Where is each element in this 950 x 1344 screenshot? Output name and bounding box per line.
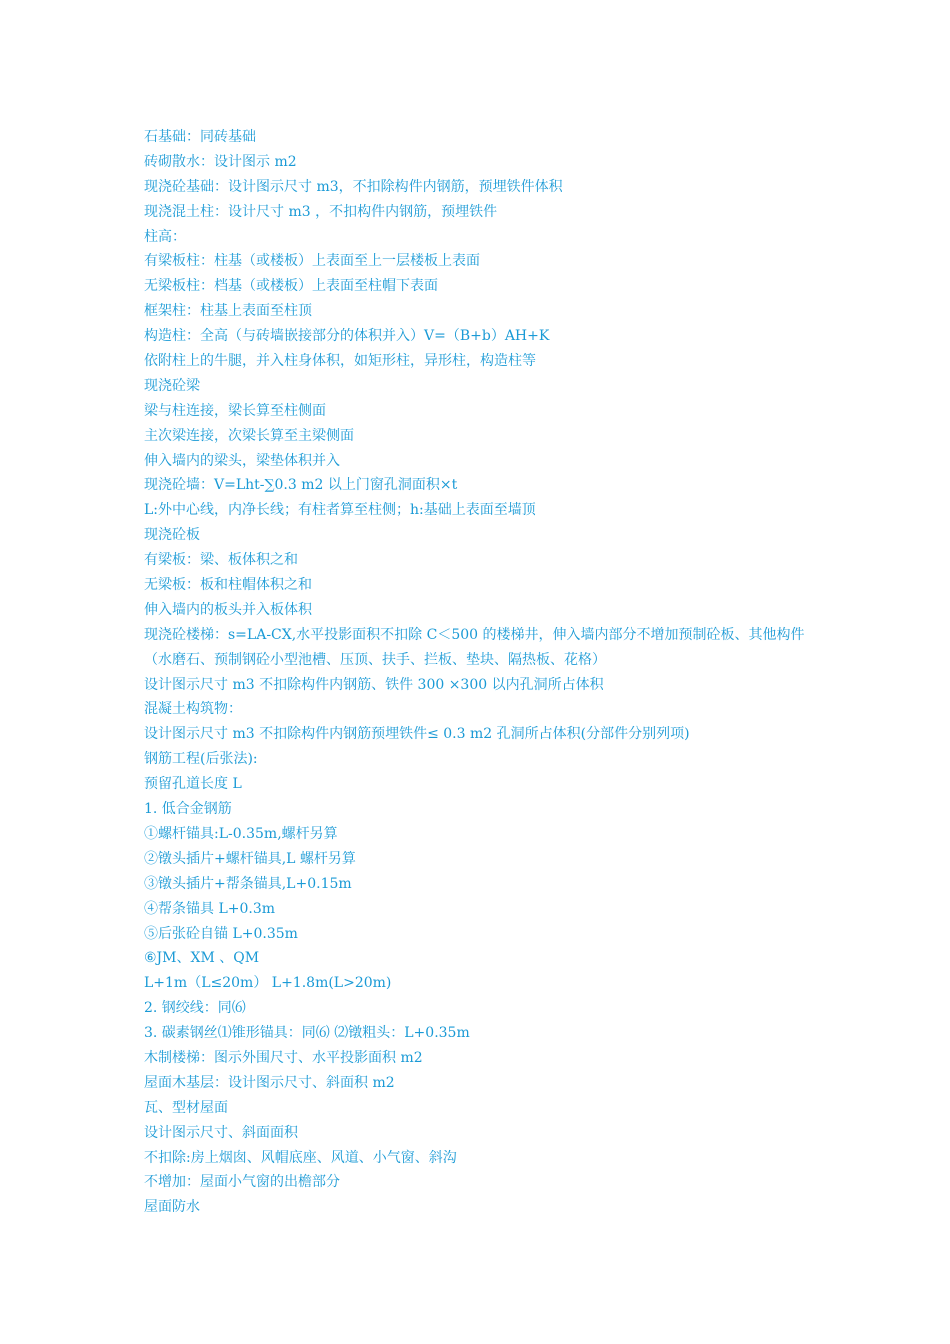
text-line: 1. 低合金钢筋 [144,801,232,818]
text-line: ②镦头插片+螺杆锚具,L 螺杆另算 [144,850,356,867]
text-line: ①螺杆锚具:L-0.35m,螺杆另算 [144,825,338,842]
text-line: （水磨石、预制钢砼小型池槽、压顶、扶手、拦板、垫块、隔热板、花格） [144,651,606,668]
text-line: 预留孔道长度 L [144,776,242,793]
text-line: 3. 碳素钢丝⑴锥形锚具：同⑹ ⑵镦粗头：L+0.35m [144,1025,470,1042]
text-line: 柱高： [144,228,186,245]
text-line: 无梁板柱：档基（或楼板）上表面至柱帽下表面 [144,278,438,295]
text-line: 构造柱：全高（与砖墙嵌接部分的体积并入）V=（B+b）AH+K [144,328,550,345]
text-line: ④帮条锚具 L+0.3m [144,900,276,917]
text-line: ⑥JM、XM 、QM [144,950,260,967]
text-line: 2. 钢绞线：同⑹ [144,1000,246,1017]
text-line: 混凝土构筑物： [144,701,242,718]
text-line: 现浇砼板 [144,527,200,544]
text-line: 依附柱上的牛腿，并入柱身体积，如矩形柱，异形柱，构造柱等 [144,353,536,370]
text-line: 设计图示尺寸、斜面面积 [144,1124,298,1141]
text-line: 框架柱：柱基上表面至柱顶 [144,303,312,320]
text-line: 砖砌散水：设计图示 m2 [144,153,297,170]
text-line: 设计图示尺寸 m3 不扣除构件内钢筋、铁件 300 ×300 以内孔洞所占体积 [144,676,604,693]
text-line: 石基础：同砖基础 [144,129,256,145]
text-line: 设计图示尺寸 m3 不扣除构件内钢筋预埋铁件≤ 0.3 m2 孔洞所占体积(分部件分别列项) [144,726,690,743]
text-line: L+1m（L≤20m） L+1.8m(L>20m) [144,975,392,992]
text-line: 屋面木基层：设计图示尺寸、斜面积 m2 [144,1074,395,1091]
text-line: 梁与柱连接，梁长算至柱侧面 [144,402,326,419]
text-line: 木制楼梯：图示外围尺寸、水平投影面积 m2 [144,1049,423,1066]
text-line: 现浇混土柱：设计尺寸 m3 ，不扣构件内钢筋，预埋铁件 [144,203,498,220]
text-line: 现浇砼梁 [144,377,200,394]
text-line: 钢筋工程(后张法): [144,751,258,768]
text-line: 有梁板柱：柱基（或楼板）上表面至上一层楼板上表面 [144,253,480,270]
text-line: 无梁板：板和柱帽体积之和 [144,577,312,594]
text-line: 伸入墙内的梁头，梁垫体积并入 [144,452,340,469]
text-line: 不增加：屋面小气窗的出檐部分 [144,1174,340,1191]
text-line: 现浇砼墙：V=Lht-∑0.3 m2 以上门窗孔洞面积×t [144,477,458,494]
document-body [144,125,844,1220]
text-line: L:外中心线，内净长线；有柱者算至柱侧；h:基础上表面至墙顶 [144,502,536,519]
text-line: 屋面防水 [144,1199,200,1216]
text-line: ⑤后张砼自锚 L+0.35m [144,925,298,942]
text-line: 现浇砼基础：设计图示尺寸 m3，不扣除构件内钢筋，预埋铁件体积 [144,178,563,195]
text-line: ③镦头插片+帮条锚具,L+0.15m [144,875,352,892]
text-line: 瓦、型材屋面 [144,1099,228,1116]
text-line: 伸入墙内的板头并入板体积 [144,601,312,618]
text-line: 现浇砼楼梯：s=LA-CX,水平投影面积不扣除 C＜500 的楼梯井，伸入墙内部分不增加预制砼板、其他构件 [144,626,805,643]
text-line: 有梁板：梁、板体积之和 [144,552,298,569]
text-line: 主次梁连接，次梁长算至主梁侧面 [144,427,354,444]
text-line: 不扣除:房上烟囱、风帽底座、风道、小气窗、斜沟 [144,1149,457,1166]
